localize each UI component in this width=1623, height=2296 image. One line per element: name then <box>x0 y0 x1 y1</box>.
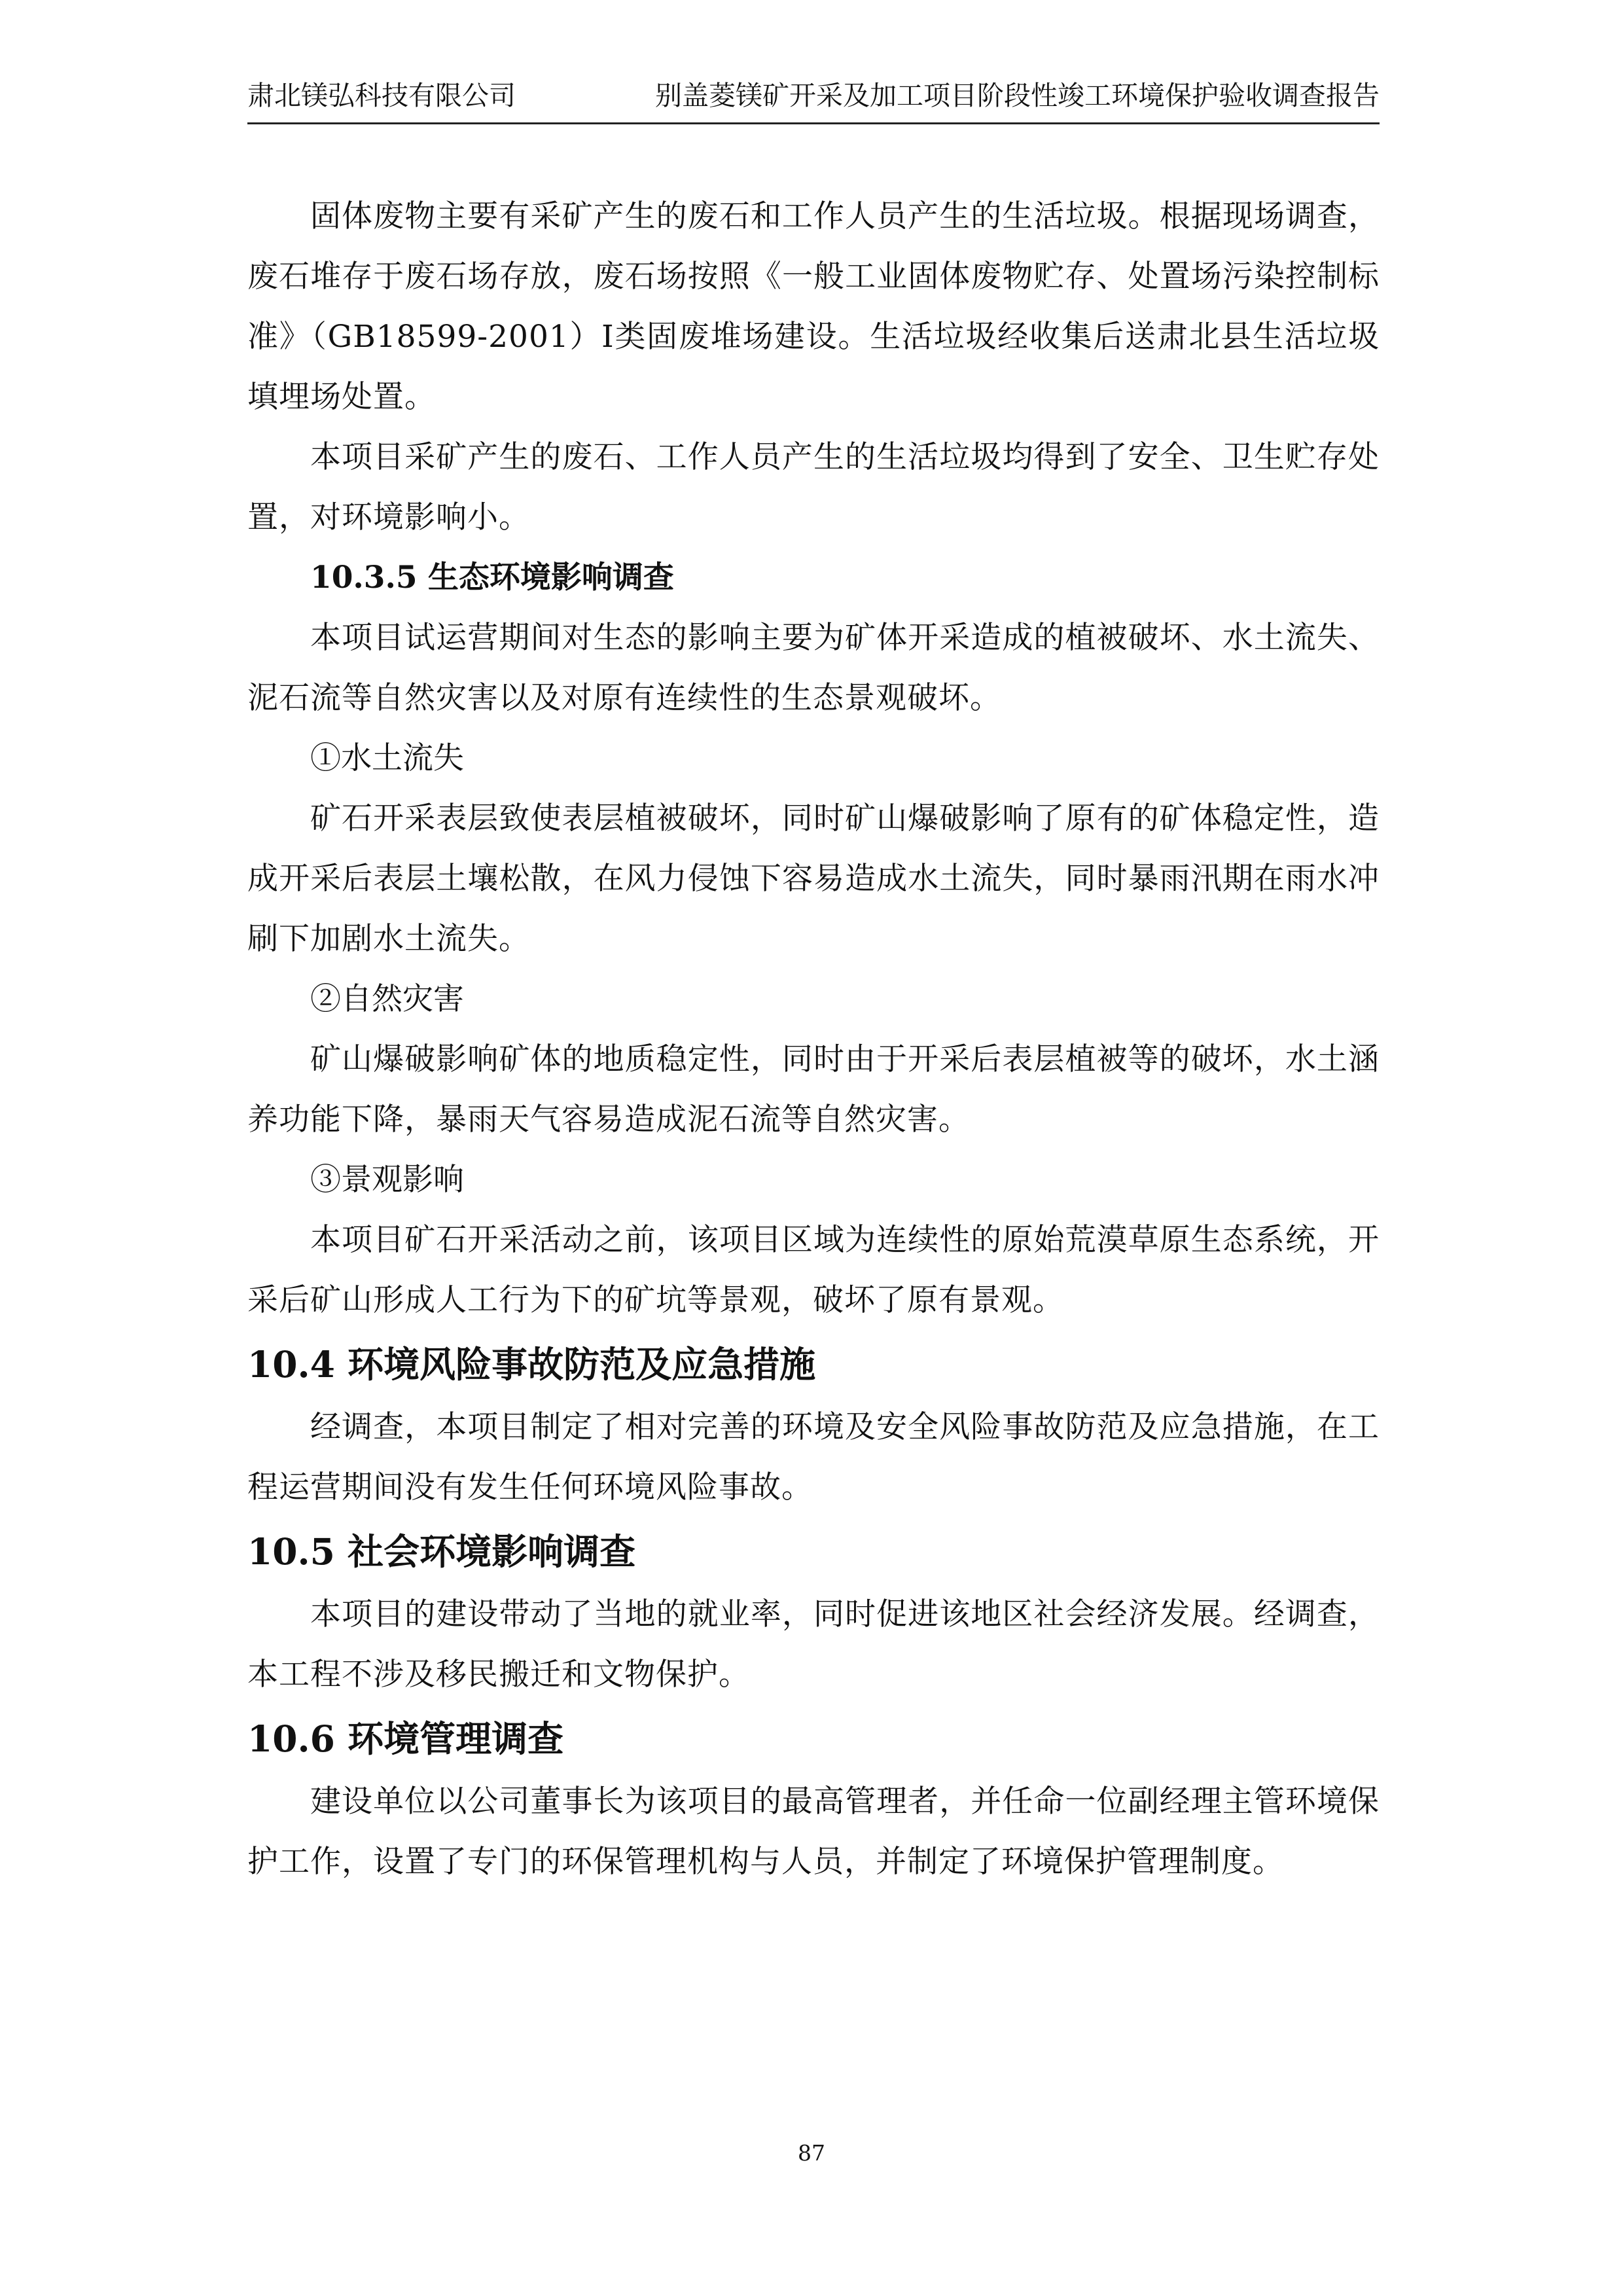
paragraph-landscape: 本项目矿石开采活动之前，该项目区域为连续性的原始荒漠草原生态系统，开采后矿山形成人工行为下的矿坑等景观，破坏了原有景观。 <box>247 1222 1380 1318</box>
paragraph-ecology-impact: 本项目试运营期间对生态的影响主要为矿体开采造成的植被破坏、水土流失、泥石流等自然灾害以及对原有连续性的生态景观破坏。 <box>247 620 1380 716</box>
page-number: 87 <box>798 2140 825 2166</box>
header-divider <box>247 122 1380 124</box>
item-label-landscape: ③景观影响 <box>310 1162 464 1198</box>
paragraph-solid-waste: 固体废物主要有采矿产生的废石和工作人员产生的生活垃圾。根据现场调查，废石堆存于废石场存放，废石场按照《一般工业固体废物贮存、处置场污染控制标准》（GB18599-2001）Ⅰ类固废堆场建设。生活垃圾经收集后送肃北县生活垃圾填埋场处置。 <box>247 198 1380 415</box>
header-report-title: 别盖菱镁矿开采及加工项目阶段性竣工环境保护验收调查报告 <box>655 80 1380 111</box>
header-company: 肃北镁弘科技有限公司 <box>247 80 516 111</box>
paragraph-soil-erosion: 矿石开采表层致使表层植被破坏，同时矿山爆破影响了原有的矿体稳定性，造成开采后表层土壤松散，在风力侵蚀下容易造成水土流失，同时暴雨汛期在雨水冲刷下加剧水土流失。 <box>247 800 1380 957</box>
heading-10-3-5: 10.3.5 生态环境影响调查 <box>310 560 674 596</box>
paragraph-natural-disaster: 矿山爆破影响矿体的地质稳定性，同时由于开采后表层植被等的破坏，水土涵养功能下降，暴雨天气容易造成泥石流等自然灾害。 <box>247 1041 1380 1138</box>
paragraph-risk-prevention: 经调查，本项目制定了相对完善的环境及安全风险事故防范及应急措施，在工程运营期间没有发生任何环境风险事故。 <box>247 1409 1380 1505</box>
document-body <box>247 187 1380 1892</box>
paragraph-environment-management: 建设单位以公司董事长为该项目的最高管理者，并任命一位副经理主管环境保护工作，设置了专门的环保管理机构与人员，并制定了环境保护管理制度。 <box>247 1784 1380 1880</box>
paragraph-social-impact: 本项目的建设带动了当地的就业率，同时促进该地区社会经济发展。经调查，本工程不涉及移民搬迁和文物保护。 <box>247 1596 1380 1693</box>
paragraph-waste-disposal-summary: 本项目采矿产生的废石、工作人员产生的生活垃圾均得到了安全、卫生贮存处置，对环境影响小。 <box>247 439 1380 535</box>
page-header <box>247 73 1380 118</box>
item-label-natural-disaster: ②自然灾害 <box>310 981 464 1017</box>
heading-10-5: 10.5 社会环境影响调查 <box>247 1530 636 1573</box>
item-label-soil-erosion: ①水土流失 <box>310 740 464 776</box>
heading-10-4: 10.4 环境风险事故防范及应急措施 <box>247 1343 816 1386</box>
heading-10-6: 10.6 环境管理调查 <box>247 1717 564 1760</box>
